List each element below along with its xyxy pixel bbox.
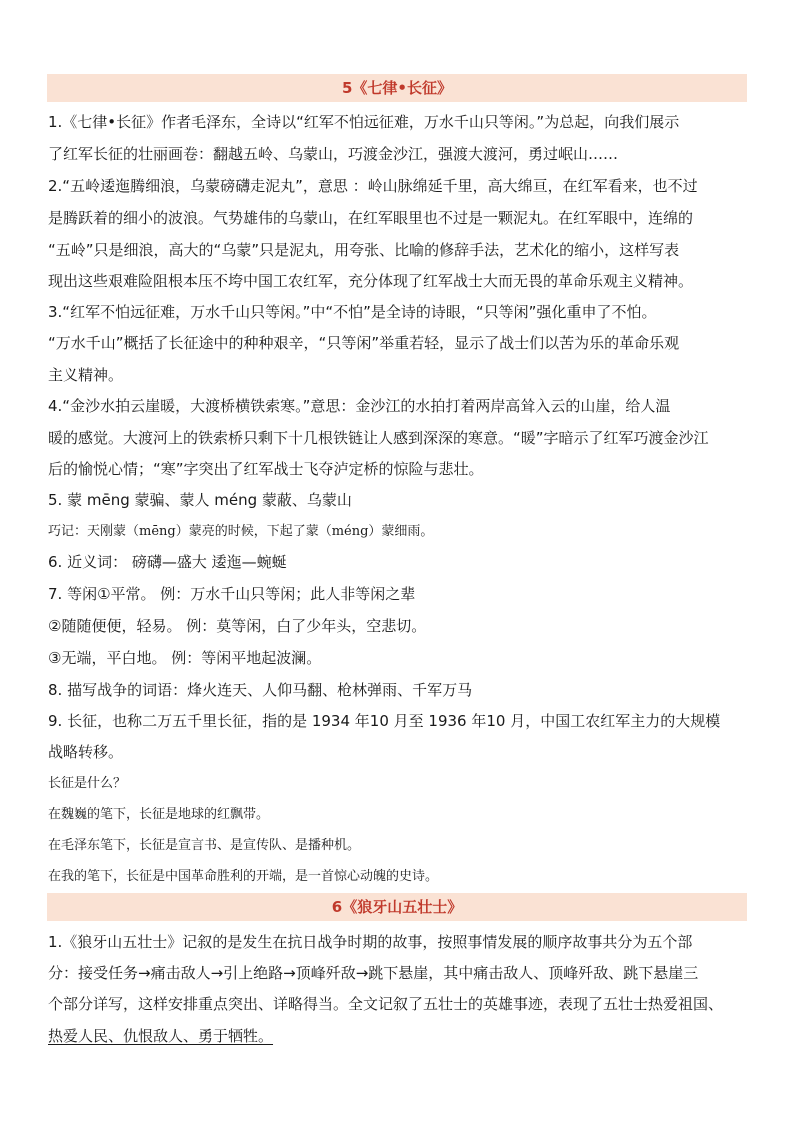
text-line: 9. 长征，也称二万五千里长征，指的是 1934 年10 月至 1936 年10 月，中国工农红军主力的大规模 — [48, 712, 721, 730]
section-heading: 6《狼牙山五壮士》 — [47, 893, 747, 921]
text-line: 巧记：天刚蒙（mēng）蒙亮的时候，下起了蒙（méng）蒙细雨。 — [48, 524, 434, 539]
text-line: 7. 等闲①平常。 例：万水千山只等闲；此人非等闲之辈 — [48, 585, 416, 603]
text-line: 分：接受任务→痛击敌人→引上绝路→顶峰歼敌→跳下悬崖，其中痛击敌人、顶峰歼敌、跳下悬崖三 — [48, 964, 699, 982]
text-line: 3.“红军不怕远征难，万水千山只等闲。”中“不怕”是全诗的诗眼，“只等闲”强化重申了不怕。 — [48, 303, 657, 321]
text-line: 4.“金沙水拍云崖暖，大渡桥横铁索寒。”意思：金沙江的水拍打着两岸高耸入云的山崖，给人温 — [48, 397, 671, 415]
text-line: 5. 蒙 mēng 蒙骗、蒙人 méng 蒙蔽、乌蒙山 — [48, 491, 352, 509]
text-line: 战略转移。 — [48, 743, 124, 761]
text-line: ②随随便便，轻易。 例：莫等闲，白了少年头，空悲切。 — [48, 617, 427, 635]
text-line: “万水千山”概括了长征途中的种种艰辛，“只等闲”举重若轻，显示了战士们以苦为乐的革命乐观 — [48, 334, 680, 352]
text-line: “五岭”只是细浪，高大的“乌蒙”只是泥丸，用夸张、比喻的修辞手法，艺术化的缩小，这样写表 — [48, 241, 680, 259]
text-line: 在魏巍的笔下，长征是地球的红飘带。 — [48, 807, 270, 822]
text-line: 个部分详写，这样安排重点突出、详略得当。全文记叙了五壮士的英雄事迹，表现了五壮士热爱祖国、 — [48, 995, 724, 1013]
text-line: 后的愉悦心情；“寒”字突出了红军战士飞夺泸定桥的惊险与悲壮。 — [48, 460, 484, 478]
text-line: 主义精神。 — [48, 366, 124, 384]
text-line: 长征是什么？ — [48, 776, 127, 791]
text-line: 1.《七律•长征》作者毛泽东，全诗以“红军不怕远征难，万水千山只等闲。”为总起，向我们展示 — [48, 113, 680, 131]
text-line: 6. 近义词： 磅礴—盛大 逶迤—蜿蜒 — [48, 553, 287, 571]
text-line: 是腾跃着的细小的波浪。气势雄伟的乌蒙山，在红军眼里也不过是一颗泥丸。在红军眼中，连绵的 — [48, 209, 694, 227]
text-line: 1.《狼牙山五壮士》记叙的是发生在抗日战争时期的故事，按照事情发展的顺序故事共分为五个部 — [48, 933, 693, 951]
text-line: 8. 描写战争的词语：烽火连天、人仰马翻、枪林弹雨、千军万马 — [48, 681, 473, 699]
text-line: 在我的笔下，长征是中国革命胜利的开端，是一首惊心动魄的史诗。 — [48, 869, 439, 884]
text-line: 了红军长征的壮丽画卷：翻越五岭、乌蒙山，巧渡金沙江，强渡大渡河，勇过岷山…… — [48, 145, 619, 163]
text-line: 在毛泽东笔下，长征是宣言书、是宣传队、是播种机。 — [48, 838, 361, 853]
text-line: ③无端，平白地。 例：等闲平地起波澜。 — [48, 649, 322, 667]
text-line: 2.“五岭逶迤腾细浪，乌蒙磅礴走泥丸”，意思 ：岭山脉绵延千里，高大绵亘，在红军看来，也不过 — [48, 177, 698, 195]
text-line: 现出这些艰难险阻根本压不垮中国工农红军，充分体现了红军战士大而无畏的革命乐观主义精神。 — [48, 272, 694, 290]
text-line: 暖的感觉。大渡河上的铁索桥只剩下十几根铁链让人感到深深的寒意。“暖”字暗示了红军巧渡金沙江 — [48, 429, 709, 447]
text-line: 热爱人民、仇恨敌人、勇于牺牲。 — [48, 1027, 274, 1045]
section-heading: 5《七律•长征》 — [47, 74, 747, 102]
